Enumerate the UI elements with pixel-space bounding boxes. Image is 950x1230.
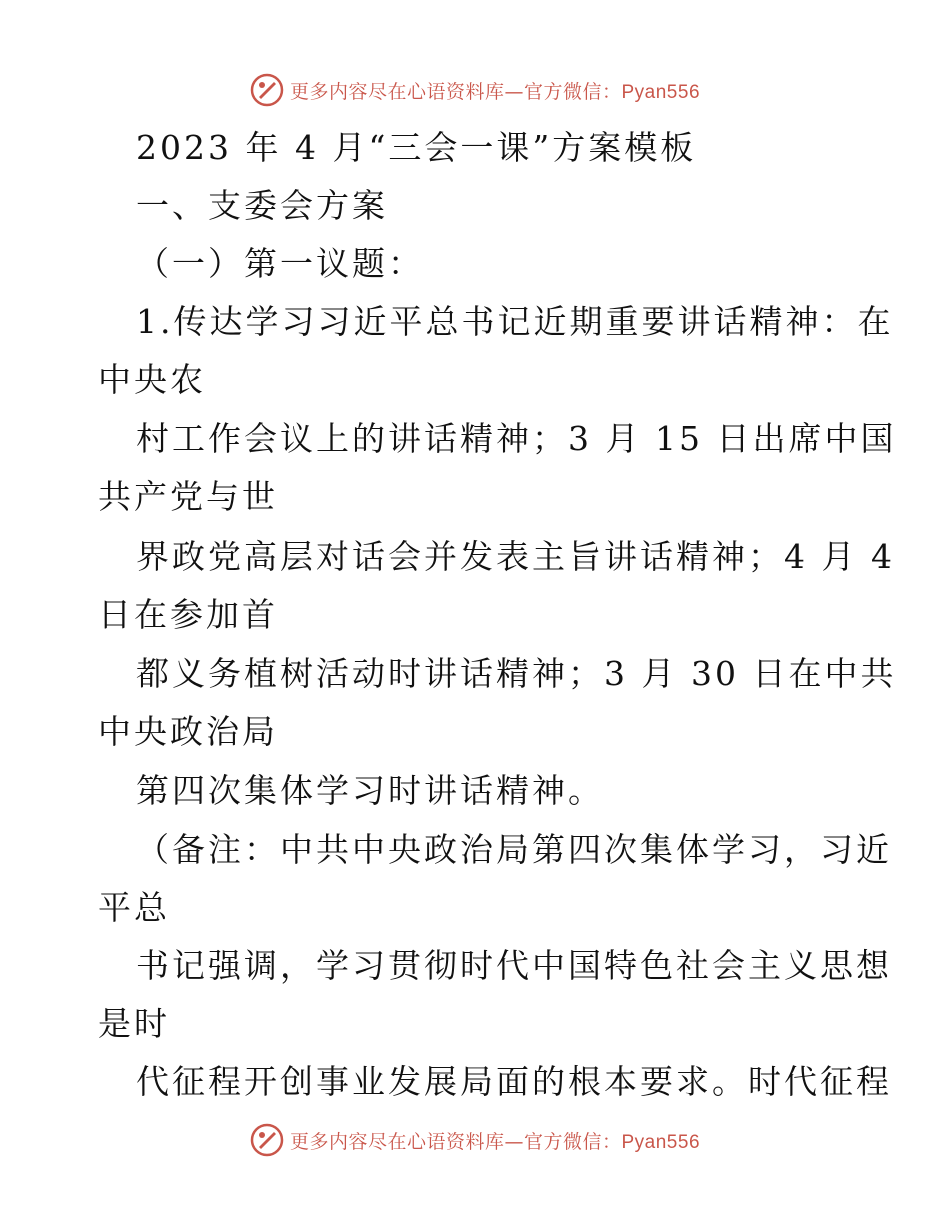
- note-line: （备注：中共中央政治局第四次集体学习，习近: [136, 830, 892, 869]
- paragraph-line: 村工作会议上的讲话精神；3 月 15 日出席中国: [136, 419, 897, 458]
- paragraph-line: 1.传达学习习近平总书记近期重要讲话精神：在: [136, 302, 894, 341]
- note-line: 是时: [98, 1004, 170, 1043]
- note-line: 平总: [98, 888, 170, 927]
- paragraph-line: 中央农: [98, 360, 206, 399]
- paragraph-line: 日在参加首: [98, 595, 278, 634]
- footer-watermark: [0, 1120, 950, 1160]
- paragraph-line: 都义务植树活动时讲话精神；3 月 30 日在中共: [136, 654, 897, 693]
- watermark-logo-icon: [250, 1123, 284, 1157]
- watermark-handle: Pyan556: [621, 81, 701, 103]
- section-heading: 一、支委会方案: [136, 186, 388, 225]
- paragraph-line: 中央政治局: [98, 712, 278, 751]
- paragraph-line: 界政党高层对话会并发表主旨讲话精神；4 月 4: [136, 537, 895, 576]
- watermark-text: 更多内容尽在心语资料库—官方微信：Pyan556: [289, 1130, 701, 1153]
- note-line: 代征程开创事业发展局面的根本要求。时代征程: [136, 1062, 892, 1101]
- subsection-heading: （一）第一议题：: [136, 244, 424, 283]
- paragraph-line: 第四次集体学习时讲话精神。: [136, 771, 604, 810]
- paragraph-line: 共产党与世: [98, 477, 278, 516]
- watermark-handle: Pyan556: [621, 1131, 701, 1153]
- note-line: 书记强调，学习贯彻时代中国特色社会主义思想: [136, 946, 892, 985]
- document-title: 2023 年 4 月“三会一课”方案模板: [136, 128, 697, 167]
- watermark-text: 更多内容尽在心语资料库—官方微信：Pyan556: [289, 80, 701, 103]
